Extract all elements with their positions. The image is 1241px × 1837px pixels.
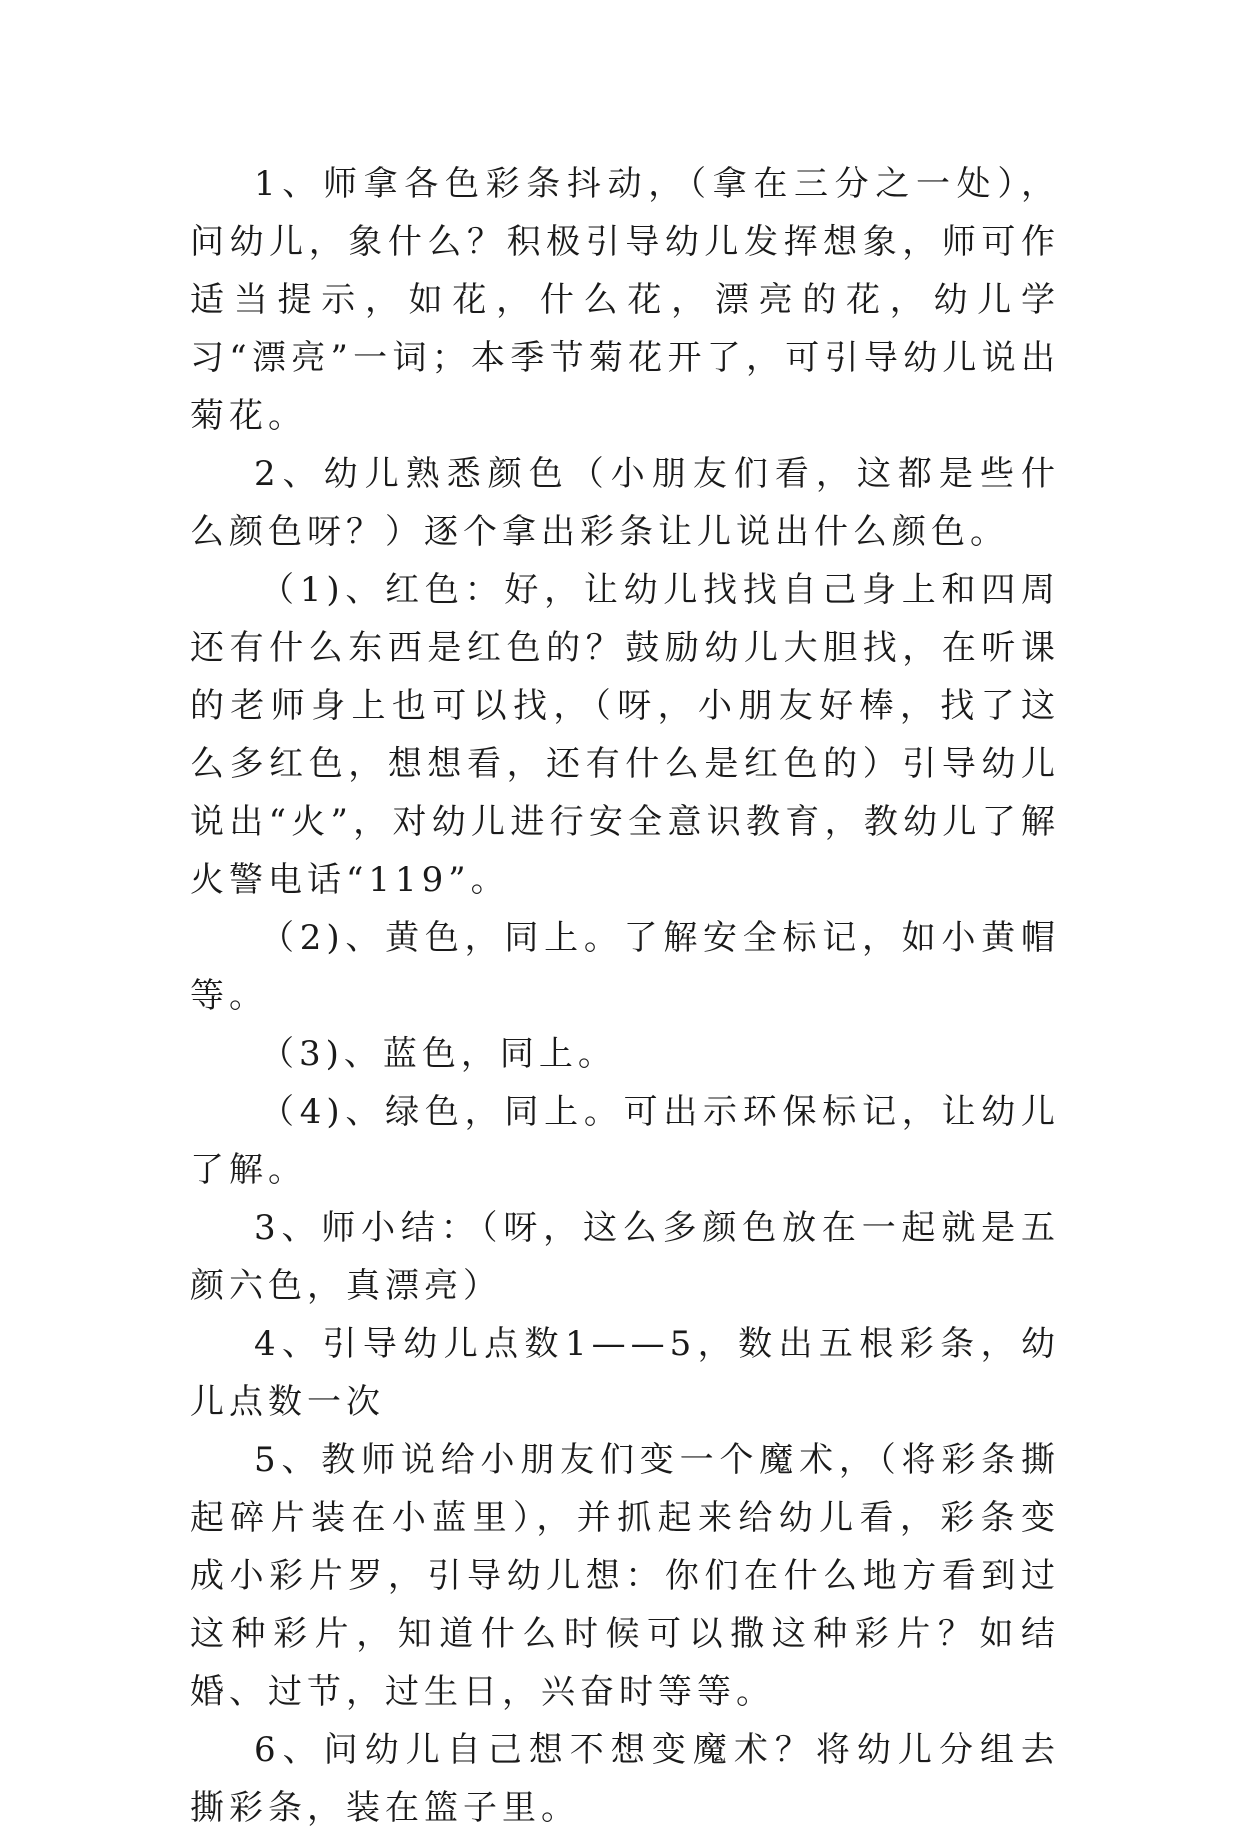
document-body bbox=[190, 155, 1060, 1837]
paragraph-red: （1)、红色：好，让幼儿找找自己身上和四周还有什么东西是红色的？鼓励幼儿大胆找，在听课的老师身上也可以找，（呀，小朋友好棒，找了这么多红色，想想看，还有什么是红色的）引导幼儿说出“火”，对幼儿进行安全意识教育，教幼儿了解火警电话“119”。 bbox=[190, 570, 1060, 900]
paragraph-step-3: 3、师小结：（呀，这么多颜色放在一起就是五颜六色，真漂亮） bbox=[190, 1208, 1060, 1306]
paragraph-step-5: 5、教师说给小朋友们变一个魔术，（将彩条撕起碎片装在小蓝里），并抓起来给幼儿看，彩条变成小彩片罗，引导幼儿想：你们在什么地方看到过这种彩片，知道什么时候可以撒这种彩片？如结婚、过节，过生日，兴奋时等等。 bbox=[190, 1440, 1060, 1712]
paragraph-step-2: 2、幼儿熟悉颜色（小朋友们看，这都是些什么颜色呀？）逐个拿出彩条让儿说出什么颜色。 bbox=[190, 454, 1060, 552]
paragraph-step-6: 6、问幼儿自己想不想变魔术？将幼儿分组去撕彩条，装在篮子里。 bbox=[190, 1730, 1060, 1828]
paragraph-step-1: 1、师拿各色彩条抖动，（拿在三分之一处），问幼儿，象什么？积极引导幼儿发挥想象，师可作适当提示，如花，什么花，漂亮的花，幼儿学习“漂亮”一词；本季节菊花开了，可引导幼儿说出菊花。 bbox=[190, 164, 1060, 436]
paragraph-blue: （3)、蓝色，同上。 bbox=[260, 1034, 617, 1074]
paragraph-yellow: （2)、黄色，同上。了解安全标记，如小黄帽等。 bbox=[190, 918, 1060, 1016]
paragraph-step-4: 4、引导幼儿点数1——5，数出五根彩条，幼儿点数一次 bbox=[190, 1324, 1060, 1422]
paragraph-green: （4)、绿色，同上。可出示环保标记，让幼儿了解。 bbox=[190, 1092, 1060, 1190]
